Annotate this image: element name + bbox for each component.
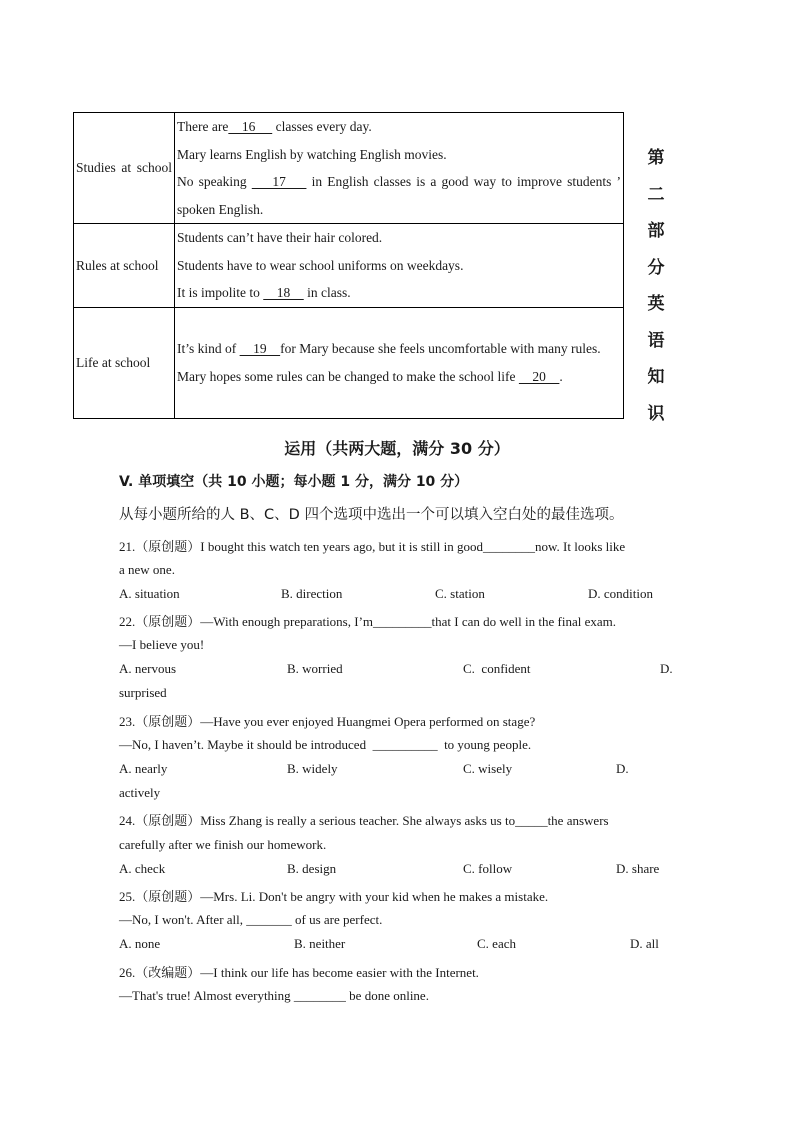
question-24-line2: carefully after we finish our homework. — [119, 837, 327, 852]
q22-option-a: A. nervous — [119, 661, 177, 676]
info-table — [73, 112, 624, 419]
table-line: There are 16 classes every day. — [177, 119, 372, 134]
table-line: No speaking 17 in English classes is a good way to improve students ’ spoken English. — [177, 174, 621, 217]
q22-option-c: C. confident — [463, 661, 531, 676]
table-line: It’s kind of 19 for Mary because she feels uncomfortable with many rules. — [177, 341, 601, 356]
table-row — [74, 307, 624, 418]
row-head-life: Life at school — [74, 307, 175, 418]
q23-option-a: A. nearly — [119, 761, 168, 776]
q25-option-a: A. none — [119, 936, 161, 951]
answer-blank-20: 20 — [518, 368, 560, 384]
q21-option-d: D. condition — [588, 586, 653, 601]
q22-option-d: D. — [660, 661, 673, 676]
question-23-line1: 23.（原创题）—Have you ever enjoyed Huangmei Opera performed on stage? — [119, 714, 536, 729]
question-24-line1: 24.（原创题）Miss Zhang is really a serious teacher. She always asks us to_____the answers — [119, 813, 609, 828]
answer-blank-17: 17 — [251, 174, 307, 189]
row-head-studies: Studies at school — [74, 113, 175, 224]
q24-option-a: A. check — [119, 861, 166, 876]
q23-option-d-text: actively — [119, 785, 161, 800]
q22-option-b: B. worried — [287, 661, 343, 676]
answer-blank-18: 18 — [263, 285, 304, 300]
q21-option-b: B. direction — [281, 586, 343, 601]
table-row — [74, 113, 624, 224]
q21-option-a: A. situation — [119, 586, 180, 601]
question-22-line2: —I believe you! — [119, 637, 205, 652]
question-22-line1: 22.（原创题）—With enough preparations, I’m_________that I can do well in the final exam. — [119, 614, 616, 629]
question-25-line2: —No, I won't. After all, _______ of us are perfect. — [119, 912, 383, 927]
q25-option-c: C. each — [477, 936, 516, 951]
table-line: Students have to wear school uniforms on weekdays. — [177, 257, 464, 273]
question-21-line2: a new one. — [119, 562, 175, 577]
q23-option-b: B. widely — [287, 761, 338, 776]
q24-option-b: B. design — [287, 861, 337, 876]
q23-option-c: C. wisely — [463, 761, 513, 776]
question-23-line2: —No, I haven’t. Maybe it should be introduced __________ to young people. — [119, 737, 532, 752]
q25-option-d: D. all — [630, 936, 659, 951]
q22-option-d-text: surprised — [119, 685, 167, 700]
q24-option-d: D. share — [616, 861, 660, 876]
row-body-rules — [175, 224, 624, 308]
section-title: V. 单项填空（共 10 小题；每小题 1 分，满分 10 分） — [119, 474, 469, 490]
row-body-life — [175, 307, 624, 418]
part-heading-vertical: 第二部分英语知识 — [647, 148, 665, 424]
q21-option-c: C. station — [435, 586, 485, 601]
row-body-studies — [175, 113, 624, 224]
row-head-rules: Rules at school — [74, 224, 175, 308]
q24-option-c: C. follow — [463, 861, 513, 876]
table-line: Mary hopes some rules can be changed to make the school life 20 . — [177, 368, 563, 384]
section-instruction: 从每小题所给的人 B、C、D 四个选项中选出一个可以填入空白处的最佳选项。 — [119, 507, 624, 523]
table-line: Mary learns English by watching English movies. — [177, 146, 447, 162]
table-line: Students can’t have their hair colored. — [177, 230, 383, 245]
question-21-line1: 21.（原创题）I bought this watch ten years ago, but it is still in good________now. It looks like — [119, 539, 626, 554]
question-26-line2: —That's true! Almost everything ________ be done online. — [119, 988, 429, 1003]
q23-option-d: D. — [616, 761, 629, 776]
part-heading-continued: 运用（共两大题，满分 30 分） — [284, 439, 510, 458]
answer-blank-19: 19 — [239, 341, 281, 356]
table-line: It is impolite to 18 in class. — [177, 285, 351, 300]
answer-blank-16: 16 — [228, 119, 273, 134]
question-25-line1: 25.（原创题）—Mrs. Li. Don't be angry with your kid when he makes a mistake. — [119, 889, 549, 904]
table-row — [74, 224, 624, 308]
q25-option-b: B. neither — [294, 936, 346, 951]
question-26-line1: 26.（改编题）—I think our life has become easier with the Internet. — [119, 965, 479, 980]
